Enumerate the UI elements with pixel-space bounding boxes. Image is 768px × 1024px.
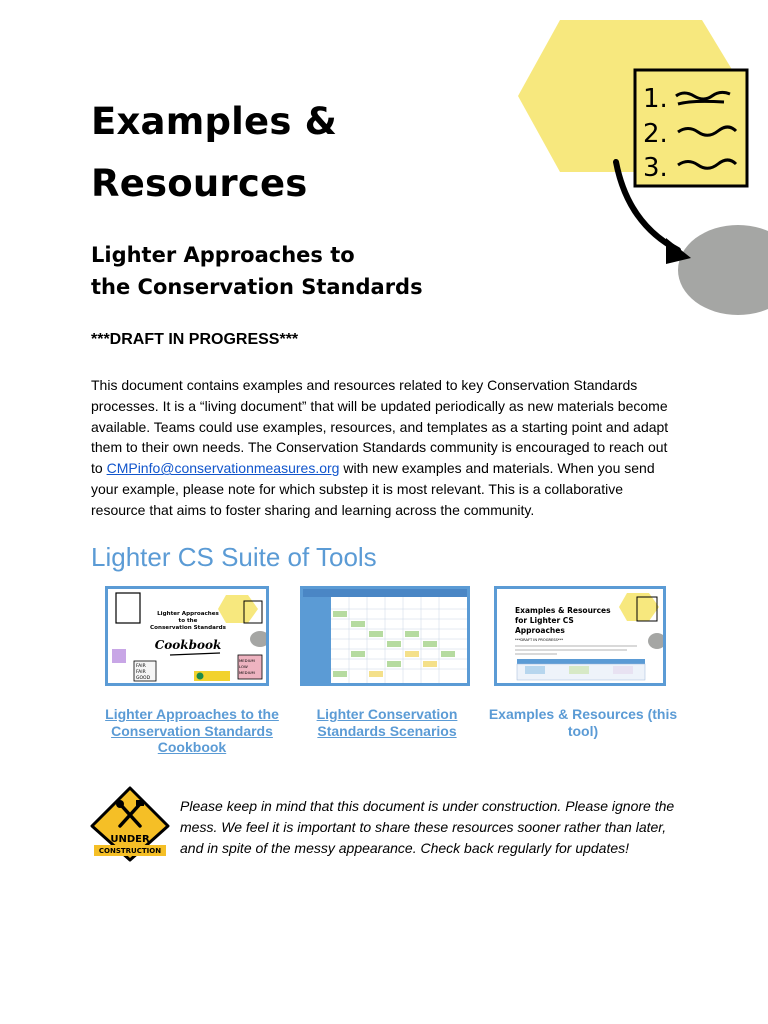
email-link[interactable]: CMPinfo@conservationmeasures.org	[106, 460, 340, 477]
intro-paragraph	[91, 375, 681, 521]
tool-caption-scenarios	[292, 706, 482, 739]
examples-thumb-mini-image-3	[613, 666, 633, 674]
scenarios-spreadsheet-art	[303, 589, 467, 683]
scenarios-thumbnail[interactable]	[300, 586, 470, 686]
tool-caption-cookbook	[97, 706, 287, 756]
intro-text-before-link: This document contains examples and resources related to key Conservation Standards processes. It is a “living document” that will be updated periodically as new materials become available. Teams could use examples, resources, and templates as a starting point and adapt them to their own needs. The Conservation Standards community is encouraged to reach out to	[91, 377, 669, 477]
examples-thumbnail-art	[497, 589, 663, 683]
mini-purple-note	[112, 649, 126, 663]
note-medium-1: MEDIUM	[239, 658, 255, 663]
tools-section-heading: Lighter CS Suite of Tools	[91, 542, 377, 572]
construction-note: Please keep in mind that this document is under construction. Please ignore the mess. We feel it is important to share these resources sooner rather than later, and in spite of the messy appearance. Check back regularly for updates!	[180, 798, 675, 856]
sign-word-construction: CONSTRUCTION	[98, 847, 162, 855]
note-fair-1: FAIR	[136, 664, 146, 669]
subtitle-line-2: the Conservation Standards	[91, 275, 423, 299]
cookbook-title-1: Lighter Approaches	[157, 611, 219, 617]
scenarios-link[interactable]: Lighter Conservation Standards Scenarios	[316, 706, 458, 739]
examples-thumb-title-3: Approaches	[515, 626, 565, 635]
sheet-title-bar	[303, 589, 467, 597]
note-medium-3: MEDIUM	[239, 670, 255, 675]
sheet-left-column	[303, 597, 331, 683]
checklist-number-2: 2.	[643, 119, 668, 149]
page-title-line-1: Examples &	[91, 100, 338, 143]
checklist-number-1: 1.	[643, 84, 668, 114]
checklist-illustration	[516, 12, 768, 320]
intro-text-after-link: with new examples and materials. When you send your example, please note for which substep it is most relevant. This is a collaborative resource that aims to foster sharing and learning across the community.	[91, 460, 655, 518]
sign-word-under: UNDER	[110, 834, 150, 845]
examples-thumb-mini-image-2	[569, 666, 589, 674]
examples-thumb-title-1: Examples & Resources	[515, 606, 611, 615]
checklist-number-3: 3.	[643, 153, 668, 183]
cookbook-word: Cookbook	[154, 638, 222, 652]
tool-caption-examples: Examples & Resources (this tool)	[488, 706, 678, 739]
cookbook-title-2: to the	[178, 618, 198, 624]
note-medium-2: LOW	[239, 664, 248, 669]
cookbook-title-3: Conservation Standards	[150, 625, 226, 631]
cookbook-thumbnail-art	[108, 589, 266, 683]
examples-thumbnail[interactable]	[494, 586, 666, 686]
examples-thumb-mini-image-1	[525, 666, 545, 674]
subtitle-line-1: Lighter Approaches to	[91, 243, 355, 267]
cookbook-link[interactable]: Lighter Approaches to the Conservation Standards Cookbook	[105, 706, 279, 755]
note-fair-3: GOOD	[136, 676, 151, 681]
note-fair-2: FAIR	[136, 670, 146, 675]
under-construction-icon	[90, 786, 170, 862]
mini-green-logo	[197, 673, 204, 680]
cookbook-thumbnail[interactable]	[105, 586, 269, 686]
examples-thumb-title-2: for Lighter CS	[515, 616, 574, 625]
page-title-line-2: Resources	[91, 162, 308, 205]
examples-thumb-table-header	[517, 659, 645, 664]
draft-notice: ***DRAFT IN PROGRESS***	[91, 331, 299, 348]
examples-thumb-draft: ***DRAFT IN PROGRESS***	[515, 638, 564, 642]
